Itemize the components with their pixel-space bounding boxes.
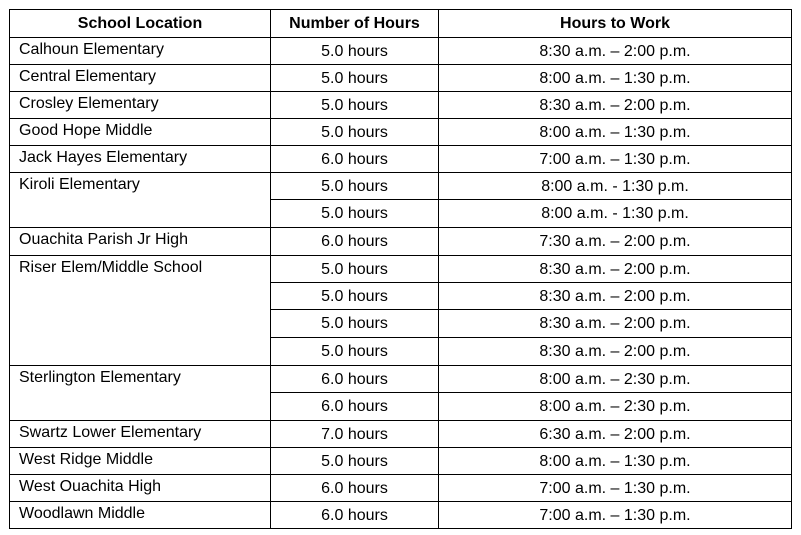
school-location-cell: Crosley Elementary bbox=[10, 92, 271, 119]
header-school-location: School Location bbox=[10, 10, 271, 38]
number-of-hours-cell: 5.0 hours bbox=[271, 65, 439, 92]
number-of-hours-cell: 6.0 hours bbox=[271, 475, 439, 502]
school-location-cell: Jack Hayes Elementary bbox=[10, 146, 271, 173]
hours-to-work-cell: 8:30 a.m. – 2:00 p.m. bbox=[439, 38, 792, 65]
hours-to-work-cell: 8:30 a.m. – 2:00 p.m. bbox=[439, 256, 792, 283]
table-row bbox=[10, 475, 792, 502]
hours-to-work-cell: 7:00 a.m. – 1:30 p.m. bbox=[439, 502, 792, 529]
table-row bbox=[10, 421, 792, 448]
number-of-hours-cell: 6.0 hours bbox=[271, 228, 439, 256]
hours-to-work-cell: 8:00 a.m. - 1:30 p.m. bbox=[439, 173, 792, 200]
hours-to-work-cell: 8:30 a.m. – 2:00 p.m. bbox=[439, 92, 792, 119]
hours-to-work-cell: 8:00 a.m. – 1:30 p.m. bbox=[439, 448, 792, 475]
hours-to-work-cell: 8:00 a.m. - 1:30 p.m. bbox=[439, 200, 792, 228]
school-location-cell: Calhoun Elementary bbox=[10, 38, 271, 65]
number-of-hours-cell: 5.0 hours bbox=[271, 200, 439, 228]
hours-to-work-cell: 8:00 a.m. – 1:30 p.m. bbox=[439, 65, 792, 92]
school-location-cell: Good Hope Middle bbox=[10, 119, 271, 146]
header-hours-to-work: Hours to Work bbox=[439, 10, 792, 38]
number-of-hours-cell: 6.0 hours bbox=[271, 502, 439, 529]
number-of-hours-cell: 6.0 hours bbox=[271, 146, 439, 173]
table-header-row bbox=[10, 10, 792, 38]
number-of-hours-cell: 6.0 hours bbox=[271, 366, 439, 393]
table-row bbox=[10, 228, 792, 256]
table-row bbox=[10, 448, 792, 475]
table-row bbox=[10, 38, 792, 65]
number-of-hours-cell: 5.0 hours bbox=[271, 38, 439, 65]
table-row bbox=[10, 366, 792, 393]
hours-to-work-cell: 7:30 a.m. – 2:00 p.m. bbox=[439, 228, 792, 256]
hours-to-work-cell: 6:30 a.m. – 2:00 p.m. bbox=[439, 421, 792, 448]
table-row bbox=[10, 65, 792, 92]
hours-to-work-cell: 8:00 a.m. – 1:30 p.m. bbox=[439, 119, 792, 146]
number-of-hours-cell: 6.0 hours bbox=[271, 393, 439, 421]
hours-to-work-cell: 7:00 a.m. – 1:30 p.m. bbox=[439, 475, 792, 502]
number-of-hours-cell: 7.0 hours bbox=[271, 421, 439, 448]
school-location-cell: Ouachita Parish Jr High bbox=[10, 228, 271, 256]
table-row bbox=[10, 502, 792, 529]
number-of-hours-cell: 5.0 hours bbox=[271, 92, 439, 119]
table-body bbox=[10, 38, 792, 529]
number-of-hours-cell: 5.0 hours bbox=[271, 448, 439, 475]
hours-to-work-cell: 8:30 a.m. – 2:00 p.m. bbox=[439, 338, 792, 366]
school-location-cell: Sterlington Elementary bbox=[10, 366, 271, 421]
hours-to-work-cell: 8:00 a.m. – 2:30 p.m. bbox=[439, 366, 792, 393]
school-location-cell: West Ridge Middle bbox=[10, 448, 271, 475]
number-of-hours-cell: 5.0 hours bbox=[271, 256, 439, 283]
school-location-cell: Woodlawn Middle bbox=[10, 502, 271, 529]
school-location-cell: Swartz Lower Elementary bbox=[10, 421, 271, 448]
school-location-cell: Kiroli Elementary bbox=[10, 173, 271, 228]
school-location-cell: Central Elementary bbox=[10, 65, 271, 92]
hours-to-work-cell: 7:00 a.m. – 1:30 p.m. bbox=[439, 146, 792, 173]
number-of-hours-cell: 5.0 hours bbox=[271, 119, 439, 146]
table-row bbox=[10, 256, 792, 283]
table-row bbox=[10, 146, 792, 173]
number-of-hours-cell: 5.0 hours bbox=[271, 338, 439, 366]
number-of-hours-cell: 5.0 hours bbox=[271, 283, 439, 310]
hours-to-work-cell: 8:00 a.m. – 2:30 p.m. bbox=[439, 393, 792, 421]
school-location-cell: Riser Elem/Middle School bbox=[10, 256, 271, 366]
table-row bbox=[10, 92, 792, 119]
number-of-hours-cell: 5.0 hours bbox=[271, 310, 439, 338]
number-of-hours-cell: 5.0 hours bbox=[271, 173, 439, 200]
hours-to-work-cell: 8:30 a.m. – 2:00 p.m. bbox=[439, 283, 792, 310]
school-location-cell: West Ouachita High bbox=[10, 475, 271, 502]
hours-to-work-cell: 8:30 a.m. – 2:00 p.m. bbox=[439, 310, 792, 338]
table-row bbox=[10, 119, 792, 146]
school-hours-table bbox=[9, 9, 792, 529]
header-number-of-hours: Number of Hours bbox=[271, 10, 439, 38]
table-row bbox=[10, 173, 792, 200]
